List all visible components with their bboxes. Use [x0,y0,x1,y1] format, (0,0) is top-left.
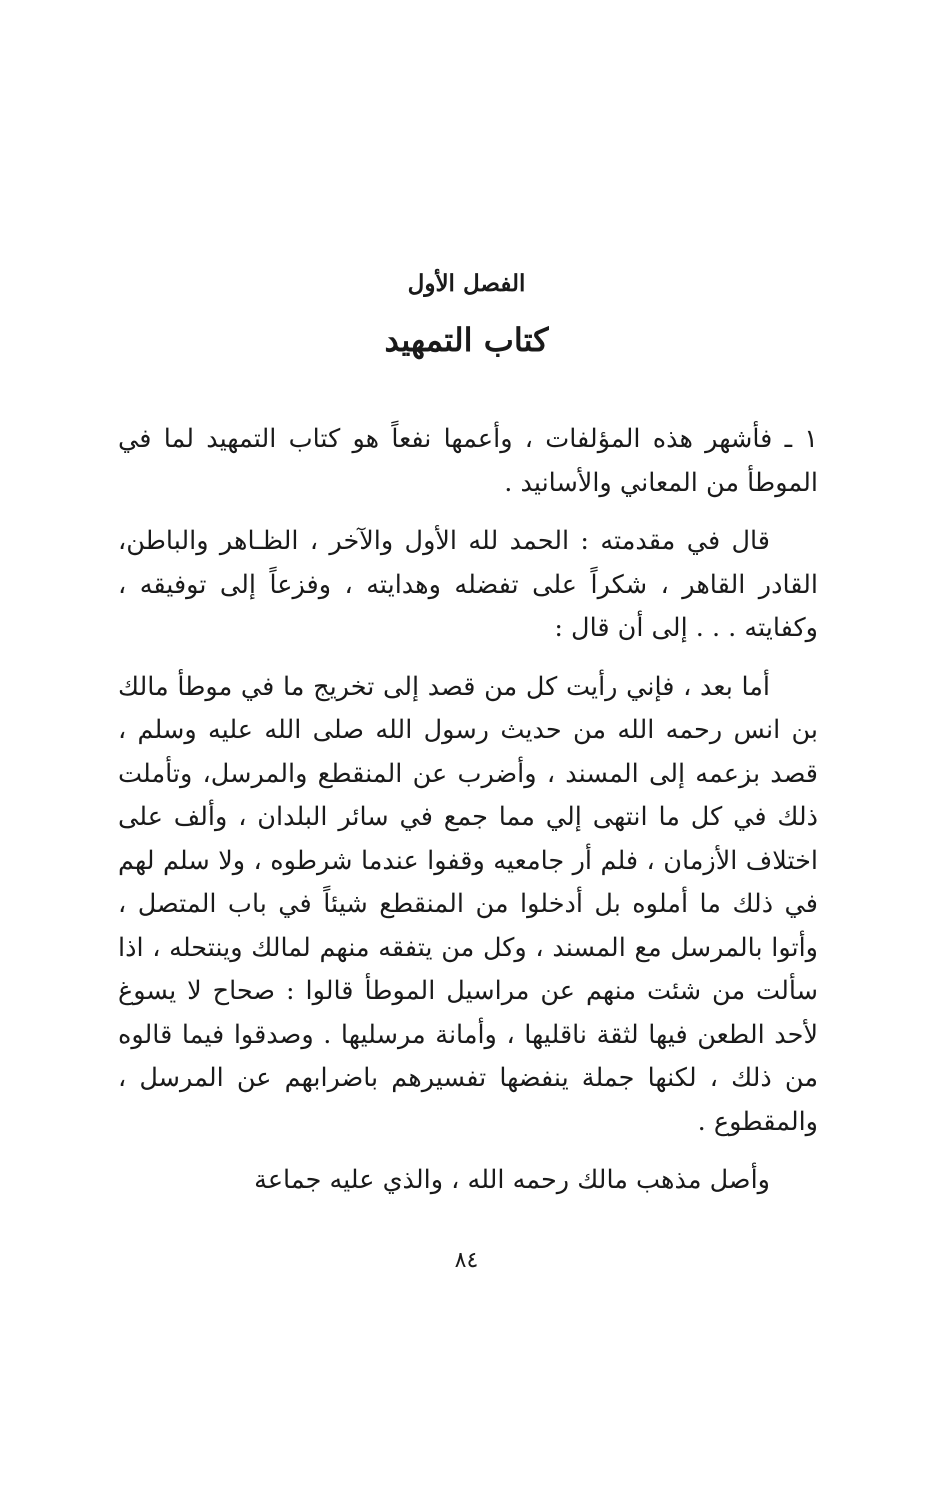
paragraph-intro: ١ ـ فأشهر هذه المؤلفات ، وأعمها نفعاً هو كتاب التمهيد لما في الموطأ من المعاني والأسانيد . [118,424,818,498]
body-text [118,418,818,1218]
chapter-label: الفصل الأول [407,270,526,297]
paragraph-continuation: وأصل مذهب مالك رحمه الله ، والذي عليه جماعة [254,1165,770,1195]
paragraph-quote: أما بعد ، فإني رأيت كل من قصد إلى تخريج ما في موطأ مالك بن انس رحمه الله من حديث رسول الله صلى الله عليه وسلم ، قصد بزعمه إلى المسند ، وأضرب عن المنقطع والمرسل، وتأملت ذلك في كل ما انتهى إلي مما جمع في سائر البلدان ، وألف على اختلاف الأزمان ، فلم أر جامعيه وقفوا عندما شرطوه ، ولا سلم لهم في ذلك ما أملوه بل أدخلوا من المنقطع شيئاً في باب المتصل ، وأتوا بالمرسل مع المسند ، وكل من يتفقه منهم لمالك وينتحله ، اذا سألت من شئت منهم عن مراسيل الموطأ قالوا : صحاح لا يسوغ لأحد الطعن فيها لثقة ناقليها ، وأمانة مرسليها . وصدقوا فيما قالوه من ذلك ، لكنها جملة ينفضها تفسيرهم باضرابهم عن المرسل ، والمقطوع . [118,671,818,1137]
paragraph-muqaddima: قال في مقدمته : الحمد لله الأول والآخر ، الظـاهر والباطن، القادر القاهر ، شكراً على تفضله وهدايته ، وفزعاً إلى توفيقه ، وكفايته . . . إلى أن قال : [118,526,818,643]
page-number: ٨٤ [454,1248,479,1273]
chapter-title: كتاب التمهيد [384,321,549,359]
